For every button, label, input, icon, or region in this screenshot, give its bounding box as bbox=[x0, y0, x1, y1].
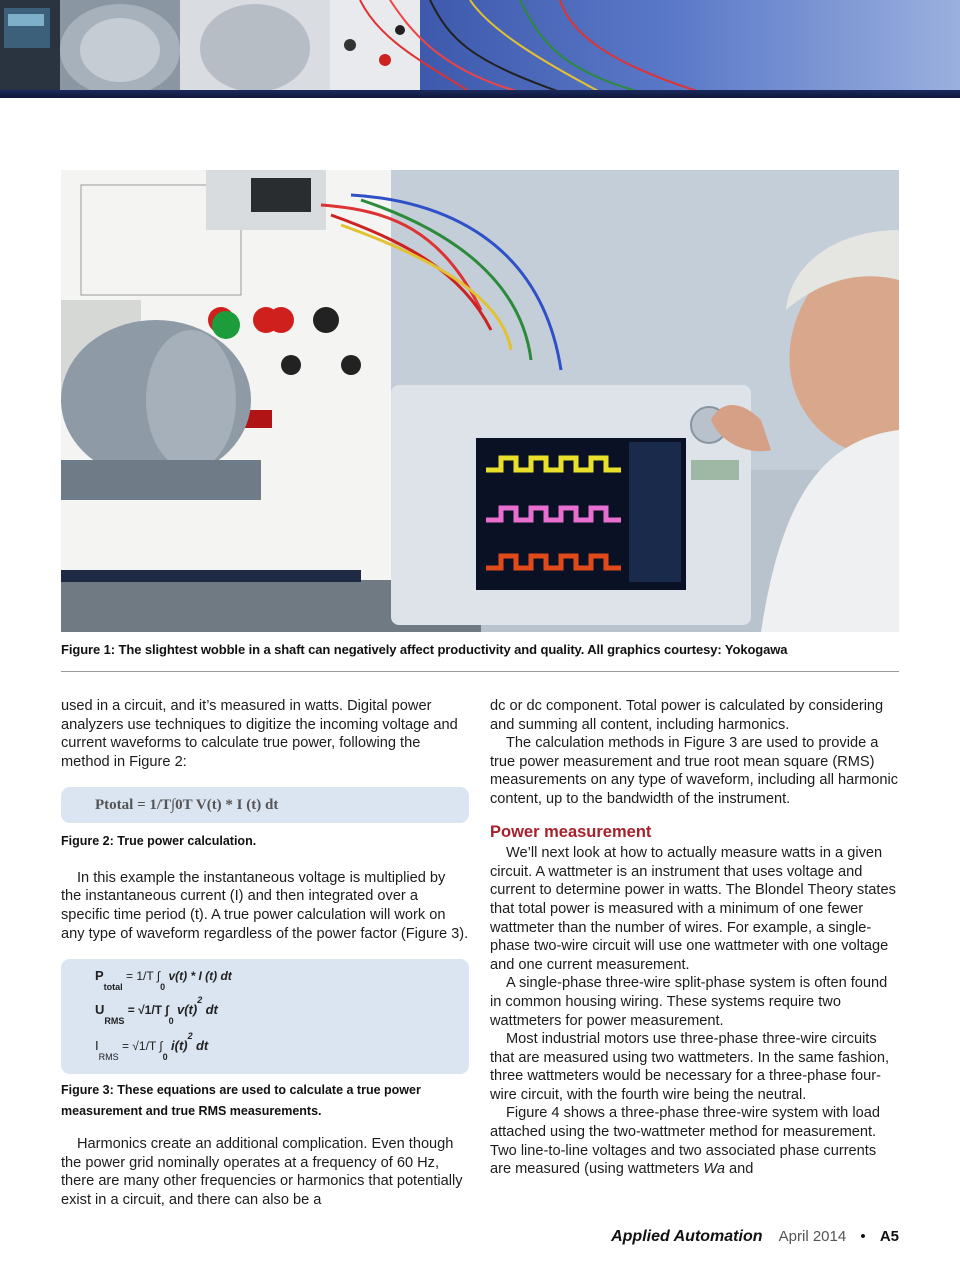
figure2-equation-box bbox=[61, 787, 469, 823]
right-paragraph-1: dc or dc component. Total power is calculated by considering and summing all content, including harmonics. bbox=[490, 698, 884, 733]
left-paragraph-3: Harmonics create an additional complication. Even though the power grid nominally operates at a frequency of 60 Hz, there are many other frequencies or harmonics that potentially exist in a circuit, and there can also be a bbox=[61, 1136, 463, 1209]
right-column bbox=[490, 697, 899, 1179]
right-paragraph-3: We’ll next look at how to actually measure watts in a given circuit. A wattmeter is an instrument that uses voltage and current to determine power in watts. The Blondel Theory states that total power is measured with a minimum of one fewer wattmeter than the number of wires. For example, a single-phase two-wire circuit will use one wattmeter with one voltage and one current measurement. bbox=[490, 845, 896, 973]
figure2-caption: Figure 2: True power calculation. bbox=[61, 834, 257, 849]
publication-name: Applied Automation bbox=[611, 1228, 763, 1245]
right-paragraph-5: Most industrial motors use three-phase three-wire circuits that are measured using two wattmeters. In the same fashion, three wattmeters would be necessary for a three-phase four-wire circuit, with the fourth wire being the neutral. bbox=[490, 1031, 890, 1103]
figure3-caption: Figure 3: These equations are used to calculate a true power measurement and true RMS measurements. bbox=[61, 1083, 421, 1118]
left-paragraph-1: used in a circuit, and it’s measured in watts. Digital power analyzers use techniques to digitize the incoming voltage and current waveforms to calculate true power, following the method in Figure 2: bbox=[61, 698, 458, 770]
page-footer bbox=[560, 1228, 899, 1246]
equation-u-rms: $U_{RMS} = √1/T$ $\int_0$ $v(t)^2$ dt bbox=[95, 995, 218, 1026]
banner-photo bbox=[0, 0, 960, 92]
left-paragraph-2: In this example the instantaneous voltage is multiplied by the instantaneous current (I) and then integrated over a specific time period (t). A true power calculation will work on any type of waveform regardless of the power factor (Figure 3). bbox=[61, 869, 469, 942]
figure3-equation-box bbox=[61, 959, 469, 1074]
banner-illustration bbox=[0, 0, 960, 92]
equation-p-total: $P_{total} = 1/T$ $\int_0$ v(t) * I (t) dt bbox=[95, 968, 232, 992]
figure1-photo bbox=[61, 170, 899, 632]
figure1-caption: Figure 1: The slightest wobble in a shaft can negatively affect productivity and quality. All graphics courtesy: Yokogawa bbox=[61, 642, 788, 657]
right-paragraph-2: The calculation methods in Figure 3 are used to provide a true power measurement and true root mean square (RMS) measurements on any type of waveform, including all harmonic content, up to the bandwidth of the instrument. bbox=[490, 735, 899, 807]
footer-separator: • bbox=[860, 1228, 866, 1245]
left-column bbox=[61, 697, 469, 1210]
caption-divider bbox=[61, 671, 899, 672]
right-paragraph-4: A single-phase three-wire split-phase system is often found in common housing wiring. These systems require two wattmeters for power measurement. bbox=[490, 975, 888, 1029]
section-heading-power-measurement: Power measurement bbox=[490, 822, 652, 841]
banner-divider bbox=[0, 90, 960, 98]
issue-date: April 2014 bbox=[778, 1228, 847, 1245]
equation-i-rms: $I_{RMS} = √1/T$ $\int_0$ $i(t)^2$ dt bbox=[95, 1031, 209, 1062]
right-paragraph-6: Figure 4 shows a three-phase three-wire system with load attached using the two-wattmeter method for measurement. Two line-to-line voltages and two associated phase currents are measured (using wattmeters Wa and bbox=[490, 1105, 880, 1178]
figure2-equation: Ptotal = 1/T∫0T V(t) * I (t) dt bbox=[95, 797, 279, 814]
figure1-illustration bbox=[61, 170, 899, 632]
page-number: A5 bbox=[879, 1228, 899, 1245]
